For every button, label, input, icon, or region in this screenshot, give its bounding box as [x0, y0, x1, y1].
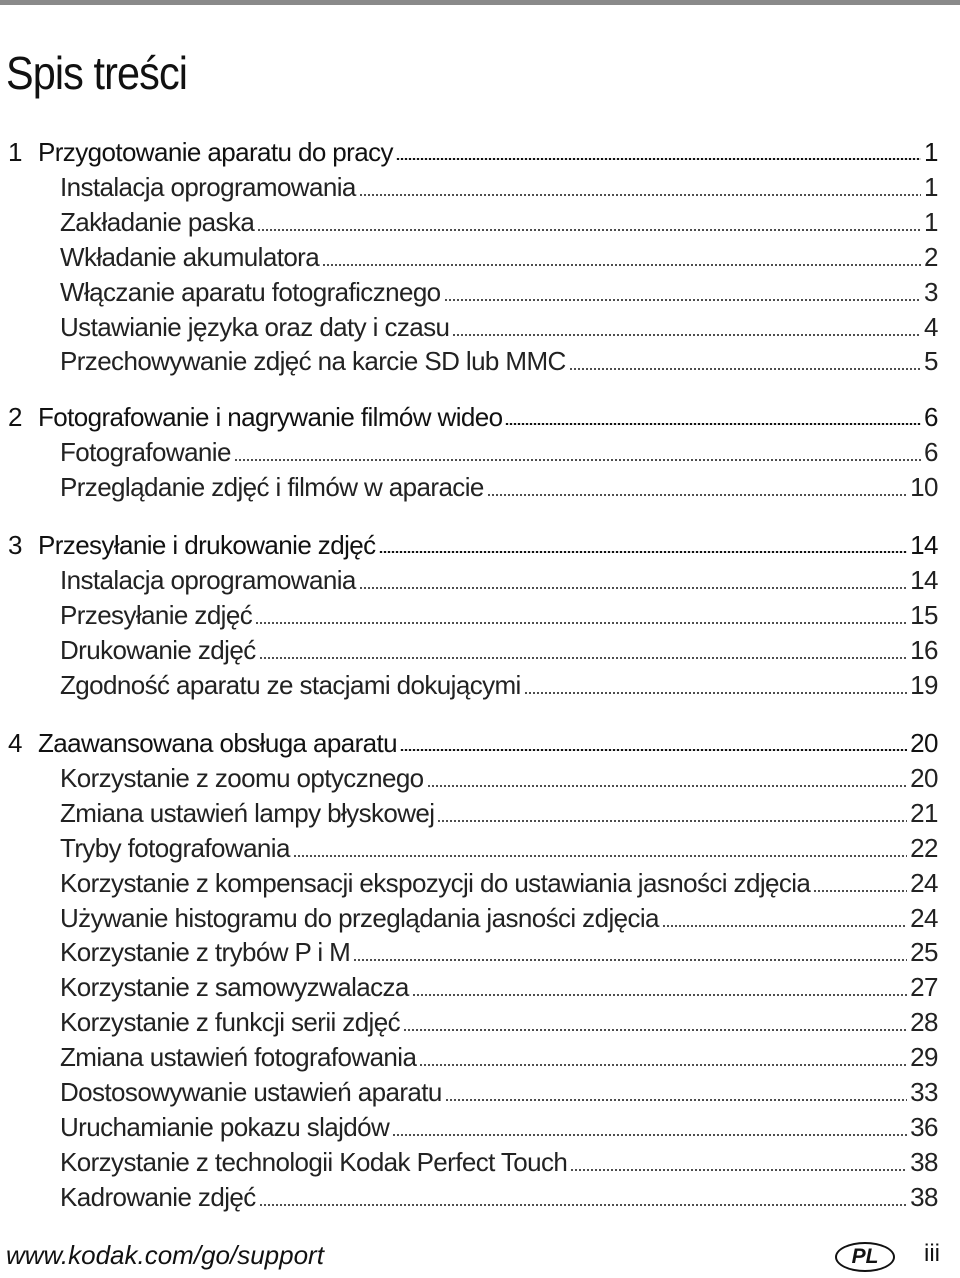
toc-chapter-1[interactable]: [8, 133, 938, 167]
section-page: 24: [910, 867, 938, 898]
toc-section[interactable]: [60, 968, 938, 1002]
section-page: 20: [910, 762, 938, 793]
chapter-page: 20: [910, 728, 938, 758]
toc-section[interactable]: [60, 1108, 938, 1142]
section-title: Używanie histogramu do przeglądania jasności zdjęcia: [60, 902, 659, 933]
toc-section[interactable]: [60, 1073, 938, 1107]
dot-leader: [437, 820, 907, 822]
toc-section[interactable]: [60, 1178, 938, 1212]
toc-chapter-3[interactable]: [8, 526, 938, 560]
section-title: Tryby fotografowania: [60, 832, 290, 863]
section-page: 6: [924, 436, 938, 467]
chapter-number: 1: [8, 137, 23, 167]
dot-leader: [379, 551, 908, 554]
section-page: 16: [910, 634, 938, 665]
toc-section[interactable]: [60, 759, 938, 793]
section-title: Korzystanie z zoomu optycznego: [60, 762, 424, 793]
section-page: 29: [910, 1042, 938, 1073]
chapter-page: 14: [910, 530, 938, 560]
section-page: 2: [924, 241, 938, 272]
dot-leader: [505, 423, 921, 426]
toc-section[interactable]: [60, 933, 938, 967]
section-page: 1: [924, 206, 938, 237]
toc-section[interactable]: [60, 273, 938, 307]
dot-leader: [392, 1134, 907, 1136]
dot-leader: [569, 368, 921, 370]
toc-section[interactable]: [60, 1003, 938, 1037]
section-title: Zgodność aparatu ze stacjami dokującymi: [60, 669, 521, 700]
section-page: 4: [924, 311, 938, 342]
section-title: Drukowanie zdjęć: [60, 634, 256, 665]
dot-leader: [234, 459, 921, 461]
dot-leader: [487, 494, 907, 496]
toc-section[interactable]: [60, 433, 938, 467]
section-page: 24: [910, 902, 938, 933]
chapter-number: 4: [8, 728, 23, 758]
dot-leader: [353, 959, 907, 961]
toc-section[interactable]: [60, 666, 938, 700]
section-title: Instalacja oprogramowania: [60, 564, 356, 595]
toc-section[interactable]: [60, 168, 938, 202]
dot-leader: [259, 1204, 907, 1206]
dot-leader: [257, 229, 921, 231]
section-page: 5: [924, 346, 938, 377]
dot-leader: [359, 587, 907, 589]
section-title: Korzystanie z trybów P i M: [60, 937, 351, 968]
section-page: 38: [910, 1146, 938, 1177]
section-page: 25: [910, 937, 938, 968]
chapter-title: Fotografowanie i nagrywanie filmów wideo: [38, 402, 503, 432]
dot-leader: [322, 264, 921, 266]
dot-leader: [259, 657, 907, 659]
section-page: 33: [910, 1077, 938, 1107]
dot-leader: [524, 692, 907, 694]
section-page: 1: [924, 171, 938, 202]
toc-section[interactable]: [60, 203, 938, 237]
chapter-page: 1: [924, 137, 938, 167]
section-title: Ustawianie języka oraz daty i czasu: [60, 311, 450, 342]
dot-leader: [427, 785, 908, 787]
section-title: Fotografowanie: [60, 436, 231, 467]
section-page: 14: [910, 564, 938, 595]
section-title: Przesyłanie zdjęć: [60, 599, 253, 630]
section-title: Zmiana ustawień lampy błyskowej: [60, 797, 435, 828]
toc-section[interactable]: [60, 561, 938, 595]
section-title: Dostosowywanie ustawień aparatu: [60, 1077, 442, 1107]
section-page: 10: [910, 471, 938, 502]
dot-leader: [293, 855, 907, 857]
section-title: Przechowywanie zdjęć na karcie SD lub MMC: [60, 346, 566, 377]
dot-leader: [412, 994, 907, 996]
dot-leader: [445, 1099, 907, 1101]
dot-leader: [813, 890, 907, 892]
toc-section[interactable]: [60, 1038, 938, 1072]
language-code: PL: [851, 1245, 879, 1268]
toc-section[interactable]: [60, 342, 938, 376]
section-title: Kadrowanie zdjęć: [60, 1181, 256, 1212]
section-page: 22: [910, 832, 938, 863]
language-badge: [835, 1242, 895, 1272]
section-page: 15: [910, 599, 938, 630]
section-title: Przeglądanie zdjęć i filmów w aparacie: [60, 471, 484, 502]
section-title: Korzystanie z technologii Kodak Perfect Touch: [60, 1146, 568, 1177]
dot-leader: [403, 1029, 907, 1031]
toc-section[interactable]: [60, 794, 938, 828]
section-title: Korzystanie z kompensacji ekspozycji do ustawiania jasności zdjęcia: [60, 867, 811, 898]
toc-section[interactable]: [60, 864, 938, 898]
section-title: Włączanie aparatu fotograficznego: [60, 276, 441, 307]
section-title: Instalacja oprogramowania: [60, 171, 356, 202]
page-title: Spis treści: [6, 47, 188, 99]
section-page: 28: [910, 1007, 938, 1038]
toc-section[interactable]: [60, 238, 938, 272]
page-number: iii: [924, 1240, 940, 1267]
dot-leader: [570, 1169, 907, 1171]
toc-chapter-2[interactable]: [8, 398, 938, 432]
chapter-title: Przygotowanie aparatu do pracy: [38, 137, 393, 167]
chapter-page: 6: [924, 402, 938, 432]
chapter-title: Zaawansowana obsługa aparatu: [38, 728, 398, 758]
section-page: 3: [924, 276, 938, 307]
dot-leader: [662, 925, 907, 927]
section-page: 19: [910, 669, 938, 700]
section-title: Korzystanie z samowyzwalacza: [60, 972, 409, 1003]
section-title: Zakładanie paska: [60, 206, 255, 237]
section-page: 36: [910, 1111, 938, 1142]
support-url[interactable]: www.kodak.com/go/support: [6, 1240, 324, 1270]
toc-section[interactable]: [60, 829, 938, 863]
toc-section[interactable]: [60, 308, 938, 342]
dot-leader: [419, 1064, 907, 1066]
chapter-number: 2: [8, 402, 23, 432]
section-title: Uruchamianie pokazu slajdów: [60, 1111, 390, 1142]
section-page: 38: [910, 1181, 938, 1212]
chapter-number: 3: [8, 530, 23, 560]
section-title: Zmiana ustawień fotografowania: [60, 1042, 417, 1073]
toc-section[interactable]: [60, 1143, 938, 1177]
toc-section[interactable]: [60, 899, 938, 933]
toc-section[interactable]: [60, 596, 938, 630]
dot-leader: [444, 299, 921, 301]
section-title: Wkładanie akumulatora: [60, 241, 320, 272]
section-title: Korzystanie z funkcji serii zdjęć: [60, 1007, 400, 1038]
toc-section[interactable]: [60, 631, 938, 665]
dot-leader: [396, 158, 921, 161]
toc-chapter-4[interactable]: [8, 724, 938, 758]
section-page: 21: [910, 797, 938, 828]
toc-section[interactable]: [60, 468, 938, 502]
section-page: 27: [910, 972, 938, 1003]
dot-leader: [255, 622, 907, 624]
chapter-title: Przesyłanie i drukowanie zdjęć: [38, 530, 376, 560]
dot-leader: [359, 194, 921, 196]
dot-leader: [400, 749, 907, 752]
dot-leader: [452, 334, 921, 336]
